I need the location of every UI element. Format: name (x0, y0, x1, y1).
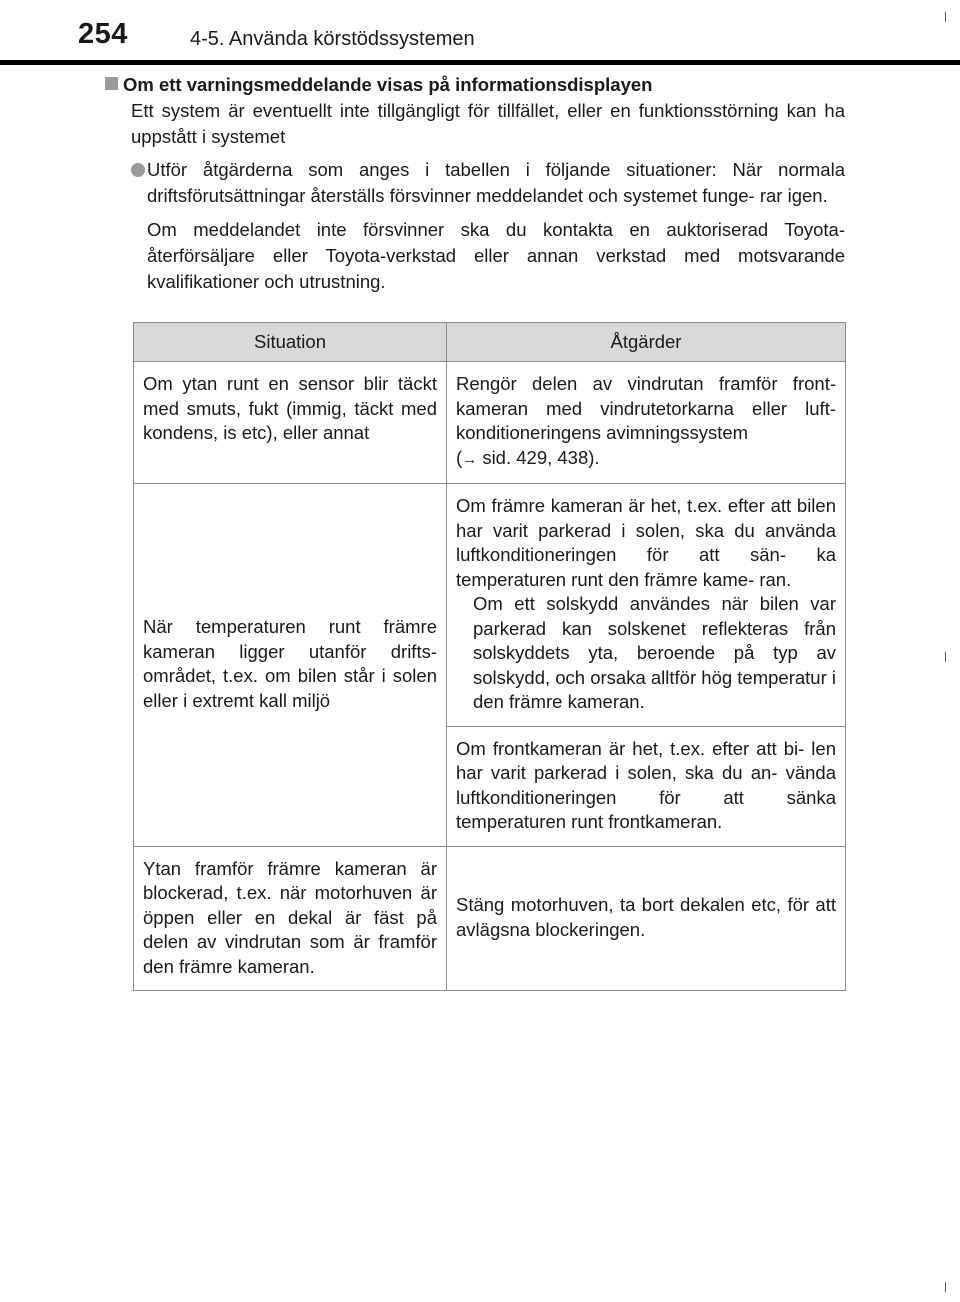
situation-cell: Om ytan runt en sensor blir täckt med smuts, fukt (immig, täckt med kondens, is etc), eller annat (134, 362, 447, 484)
action-cell (447, 484, 846, 727)
section-title: 4-5. Använda körstödssystemen (190, 28, 475, 50)
situation-table (133, 322, 846, 991)
section-heading (105, 72, 845, 98)
situation-cell: När temperaturen runt främre kameran ligger utanför drifts- området, t.ex. om bilen står i solen eller i extremt kall miljö (134, 484, 447, 847)
bullet-item (131, 157, 845, 209)
action-text: Rengör delen av vindrutan framför front- kameran med vindrutetorkarna eller luft- konditioneringens avimningssystem (456, 373, 836, 443)
table-row (134, 484, 846, 727)
page-header (0, 0, 960, 66)
table-row (134, 362, 846, 484)
column-header-actions: Åtgärder (447, 323, 846, 362)
action-cell: Stäng motorhuven, ta bort dekalen etc, för att avlägsna blockeringen. (447, 846, 846, 991)
note-paragraph: Om meddelandet inte försvinner ska du kontakta en auktoriserad Toyota- återförsäljare eller Toyota-verkstad eller annan verkstad med motsvarande kvalifikationer och utrustning. (147, 219, 845, 292)
action-cell: Rengör delen av vindrutan framför front- kameran med vindrutetorkarna eller luft- konditioneringens avimningssystem (→ sid. 429, 438). (447, 362, 846, 484)
header-rule (0, 60, 960, 65)
table-header-row (134, 323, 846, 362)
page-number: 254 (78, 18, 128, 50)
crop-mark (945, 652, 946, 662)
square-bullet-icon (105, 77, 118, 90)
crop-mark (945, 12, 946, 22)
heading-text: Om ett varningsmeddelande visas på informationsdisplayen (123, 74, 653, 95)
action-text: Om främre kameran är het, t.ex. efter att bilen har varit parkerad i solen, ska du använda luftkonditioneringen för att sän- ka temperaturen runt den främre kame- ran. (456, 495, 836, 590)
intro-paragraph: Ett system är eventuellt inte tillgängligt för tillfället, eller en funktionsstörning kan ha uppstått i systemet (131, 100, 845, 147)
page-reference: sid. 429, 438). (482, 446, 600, 468)
action-cell: Om frontkameran är het, t.ex. efter att bi- len har varit parkerad i solen, ska du an- vända luftkonditioneringen för att sänka temperaturen runt frontkameran. (447, 726, 846, 846)
crop-mark (945, 1282, 946, 1292)
situation-cell: Ytan framför främre kameran är blockerad, t.ex. när motorhuven är öppen eller en dekal är fäst på delen av vindrutan som är framför den främre kameran. (134, 846, 447, 991)
table-row (134, 846, 846, 991)
circle-bullet-icon (131, 163, 145, 177)
column-header-situation: Situation (134, 323, 447, 362)
bullet-text: Utför åtgärderna som anges i tabellen i följande situationer: När normala driftsförutsättningar återställs försvinner meddelandet och systemet funge- rar igen. (147, 159, 845, 206)
action-subnote: Om ett solskydd användes när bilen var parkerad kan solskenet reflekteras från solskyddets yta, beroende på typ av solskydd, och orsaka alltför hög temperatur i den främre kameran. (473, 593, 836, 712)
arrow-right-icon: → (462, 450, 478, 468)
content (105, 72, 845, 295)
